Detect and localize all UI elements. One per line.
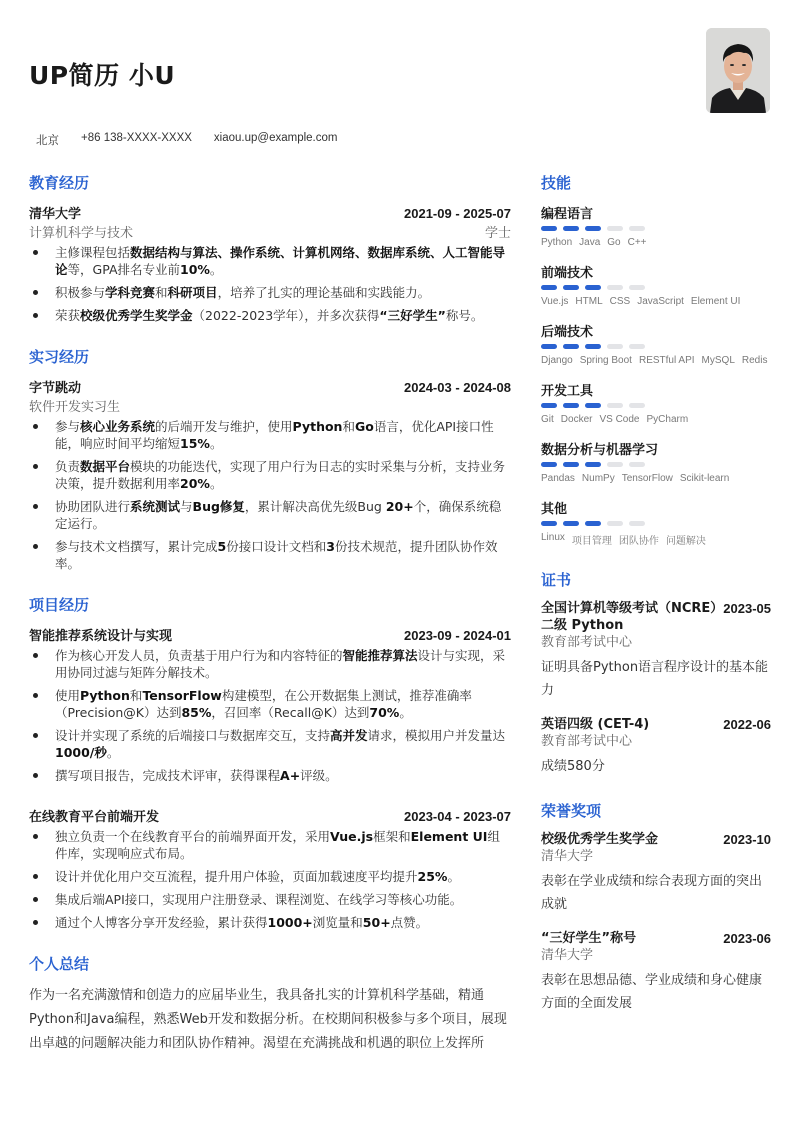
skill-tag: Scikit-learn: [679, 473, 730, 484]
level-pip: [541, 226, 557, 231]
award-date: 2023-06: [723, 931, 771, 946]
left-column: [29, 172, 511, 1078]
bullet-item: 使用Python和TensorFlow构建模型，在公开数据集上测试，推荐准确率（Precision@K）达到85%，召回率（Recall@K）达到70%。: [29, 687, 511, 721]
award-issuer: 清华大学: [541, 849, 594, 864]
skill-tag: TensorFlow: [621, 473, 673, 484]
section-title-projects: 项目经历: [29, 596, 90, 614]
skill-tag: 项目管理: [571, 536, 612, 547]
section-title-summary: 个人总结: [29, 955, 90, 973]
level-pip: [629, 403, 645, 408]
portrait-image: [706, 28, 770, 113]
award-head: [541, 930, 771, 947]
bullet-item: 设计并优化用户交互流程，提升用户体验，页面加载速度平均提升25%。: [29, 868, 511, 885]
skill-tag: Linux: [541, 532, 565, 543]
award-title: 校级优秀学生奖学金: [541, 832, 659, 847]
level-pip: [563, 521, 579, 526]
bullet-item: 协助团队进行系统测试与Bug修复，累计解决高优先级Bug 20+个，确保系统稳定运行。: [29, 498, 511, 532]
level-pip: [607, 521, 623, 526]
level-pip: [563, 344, 579, 349]
skill-name: 前端技术: [541, 266, 594, 281]
project-name: 在线教育平台前端开发: [29, 810, 160, 825]
level-pip: [629, 521, 645, 526]
level-pip: [585, 226, 601, 231]
award: [541, 930, 771, 1015]
projects-section: [29, 594, 511, 931]
skill-tag: Django: [541, 355, 573, 366]
bullet-item: 设计并实现了系统的后端接口与数据库交互，支持高并发请求，模拟用户并发量达1000/秒。: [29, 727, 511, 761]
skill-level-bar: [541, 226, 771, 231]
certificate: [541, 716, 771, 778]
award-list: [541, 831, 771, 1015]
contact-phone[interactable]: +86 138-XXXX-XXXX: [81, 132, 192, 144]
level-pip: [563, 403, 579, 408]
certificate-date: 2022-06: [723, 717, 771, 732]
degree: 学士: [484, 226, 511, 241]
skill-name: 后端技术: [541, 325, 594, 340]
award-date: 2023-10: [723, 832, 771, 847]
certificate-title: 全国计算机等级考试（NCRE）二级 Python: [541, 601, 717, 633]
skill-tag: Go: [607, 237, 621, 248]
skill-tag: Element UI: [690, 296, 741, 307]
contact-line: [36, 132, 337, 148]
level-pip: [607, 226, 623, 231]
level-pip: [607, 403, 623, 408]
skill-name: 编程语言: [541, 207, 594, 222]
project-entry: [29, 625, 511, 784]
skill-group: [541, 498, 771, 547]
skill-tag: MySQL: [701, 355, 735, 366]
skill-group: [541, 321, 771, 366]
skills-section: [541, 172, 771, 547]
skill-level-bar: [541, 403, 771, 408]
summary-text: 作为一名充满激情和创造力的应届毕业生，我具备扎实的计算机科学基础，精通Python和Java编程，熟悉Web开发和数据分析。在校期间积极参与多个项目，展现出卓越的问题解决能力和团队协作精神。渴望在充满挑战和机遇的职位上发挥所: [29, 988, 507, 1051]
skill-tag: Vue.js: [541, 296, 569, 307]
skill-tag: Docker: [560, 414, 593, 425]
certificates-section: [541, 569, 771, 778]
awards-section: [541, 800, 771, 1015]
skill-tag: RESTful API: [638, 355, 695, 366]
level-pip: [585, 403, 601, 408]
skill-tags: [541, 473, 771, 484]
job-role: 软件开发实习生: [29, 400, 121, 415]
section-title-awards: 荣誉奖项: [541, 802, 602, 820]
certificate-issuer: 教育部考试中心: [541, 635, 633, 650]
right-column: [541, 172, 771, 1037]
skill-tags: [541, 355, 771, 366]
skill-tags: [541, 296, 771, 307]
project-entry: [29, 806, 511, 931]
skill-tag: HTML: [575, 296, 603, 307]
skill-tag: Git: [541, 414, 554, 425]
award-description: 表彰在学业成绩和综合表现方面的突出成就: [541, 874, 763, 912]
level-pip: [541, 285, 557, 290]
project-bullets: [29, 647, 511, 784]
certificate: [541, 600, 771, 702]
certificate-title: 英语四级 (CET-4): [541, 717, 650, 732]
skill-tag: Spring Boot: [579, 355, 632, 366]
bullet-item: 参与核心业务系统的后端开发与维护，使用Python和Go语言，优化API接口性能，响应时间平均缩短15%。: [29, 418, 511, 452]
bullet-item: 负责数据平台模块的功能迭代，实现了用户行为日志的实时采集与分析，支持业务决策，提升数据利用率20%。: [29, 458, 511, 492]
skill-tag: Pandas: [541, 473, 575, 484]
internship-entry: [29, 377, 511, 572]
internship-section: [29, 346, 511, 572]
project-date: 2023-04 - 2023-07: [404, 809, 511, 824]
skill-tag: Redis: [741, 355, 768, 366]
candidate-name: UP简历 小U: [29, 61, 176, 90]
school-name: 清华大学: [29, 207, 82, 222]
level-pip: [541, 403, 557, 408]
skill-level-bar: [541, 462, 771, 467]
skill-group: [541, 380, 771, 425]
level-pip: [607, 285, 623, 290]
education-bullets: [29, 244, 511, 324]
section-title-education: 教育经历: [29, 174, 90, 192]
award: [541, 831, 771, 916]
skill-tag: 问题解决: [665, 536, 706, 547]
skill-name: 数据分析与机器学习: [541, 443, 659, 458]
skill-tag: VS Code: [599, 414, 640, 425]
bullet-item: 参与技术文档撰写，累计完成5份接口设计文档和3份技术规范，提升团队协作效率。: [29, 538, 511, 572]
skill-tag: C++: [627, 237, 647, 248]
certificate-head: [541, 716, 771, 733]
internship-date: 2024-03 - 2024-08: [404, 380, 511, 395]
skill-tags: [541, 237, 771, 248]
bullet-item: 通过个人博客分享开发经验，累计获得1000+浏览量和50+点赞。: [29, 914, 511, 931]
skill-group: [541, 262, 771, 307]
skill-group: [541, 439, 771, 484]
project-date: 2023-09 - 2024-01: [404, 628, 511, 643]
certificate-description: 成绩580分: [541, 759, 605, 774]
level-pip: [563, 285, 579, 290]
bullet-item: 撰写项目报告，完成技术评审，获得课程A+评级。: [29, 767, 511, 784]
skill-tag: Java: [579, 237, 601, 248]
skill-tag: 团队协作: [618, 536, 659, 547]
project-name: 智能推荐系统设计与实现: [29, 629, 173, 644]
profile-photo: [706, 28, 770, 113]
section-title-skills: 技能: [541, 174, 572, 192]
level-pip: [585, 521, 601, 526]
resume-header: [0, 0, 799, 160]
certificate-head: [541, 600, 771, 634]
major: 计算机科学与技术: [29, 226, 134, 241]
level-pip: [607, 462, 623, 467]
level-pip: [563, 226, 579, 231]
skills-list: [541, 203, 771, 547]
skill-name: 开发工具: [541, 384, 594, 399]
certificate-date: 2023-05: [723, 601, 771, 616]
bullet-item: 主修课程包括数据结构与算法、操作系统、计算机网络、数据库系统、人工智能导论等，GPA排名专业前10%。: [29, 244, 511, 278]
project-bullets: [29, 828, 511, 931]
certificate-issuer: 教育部考试中心: [541, 734, 633, 749]
skill-tags: [541, 414, 771, 425]
internship-bullets: [29, 418, 511, 572]
bullet-item: 荣获校级优秀学生奖学金（2022-2023学年），并多次获得“三好学生”称号。: [29, 307, 511, 324]
award-issuer: 清华大学: [541, 948, 594, 963]
bullet-item: 积极参与学科竞赛和科研项目，培养了扎实的理论基础和实践能力。: [29, 284, 511, 301]
skill-tag: Python: [541, 237, 573, 248]
summary-section: [29, 953, 511, 1056]
award-title: “三好学生”称号: [541, 931, 637, 946]
award-description: 表彰在思想品德、学业成绩和身心健康方面的全面发展: [541, 973, 763, 1011]
skill-level-bar: [541, 344, 771, 349]
bullet-item: 独立负责一个在线教育平台的前端界面开发，采用Vue.js框架和Element UI组件库，实现响应式布局。: [29, 828, 511, 862]
skill-tag: PyCharm: [646, 414, 689, 425]
skill-tag: NumPy: [581, 473, 615, 484]
education-entry: [29, 203, 511, 324]
level-pip: [585, 462, 601, 467]
level-pip: [585, 344, 601, 349]
level-pip: [629, 462, 645, 467]
education-section: [29, 172, 511, 324]
level-pip: [629, 285, 645, 290]
certificate-description: 证明具备Python语言程序设计的基本能力: [541, 660, 769, 698]
education-date: 2021-09 - 2025-07: [404, 206, 511, 221]
skill-level-bar: [541, 521, 771, 526]
skill-tag: JavaScript: [637, 296, 684, 307]
contact-email[interactable]: xiaou.up@example.com: [213, 132, 338, 144]
level-pip: [607, 344, 623, 349]
skill-tags: [541, 532, 771, 547]
level-pip: [585, 285, 601, 290]
section-title-internship: 实习经历: [29, 348, 90, 366]
certificate-list: [541, 600, 771, 778]
contact-city: 北京: [36, 135, 59, 147]
level-pip: [541, 344, 557, 349]
award-head: [541, 831, 771, 848]
bullet-item: 作为核心开发人员，负责基于用户行为和内容特征的智能推荐算法设计与实现，采用协同过滤与矩阵分解技术。: [29, 647, 511, 681]
level-pip: [629, 226, 645, 231]
skill-level-bar: [541, 285, 771, 290]
section-title-certificates: 证书: [541, 571, 572, 589]
skill-group: [541, 203, 771, 248]
skill-tag: CSS: [609, 296, 631, 307]
level-pip: [629, 344, 645, 349]
level-pip: [541, 462, 557, 467]
skill-name: 其他: [541, 502, 568, 517]
level-pip: [563, 462, 579, 467]
level-pip: [541, 521, 557, 526]
company-name: 字节跳动: [29, 381, 82, 396]
bullet-item: 集成后端API接口，实现用户注册登录、课程浏览、在线学习等核心功能。: [29, 891, 511, 908]
